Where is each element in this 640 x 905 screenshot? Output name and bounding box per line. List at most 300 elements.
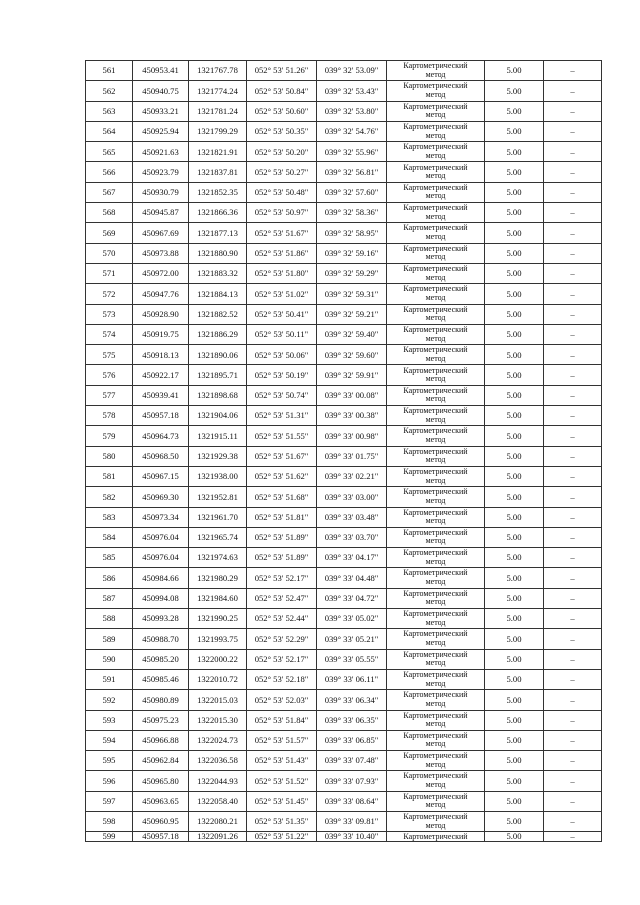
coord-y: 1322024.73 (189, 730, 247, 750)
longitude: 039° 33' 04.48" (317, 568, 387, 588)
table-row (86, 81, 602, 101)
latitude: 052° 53' 50.97" (247, 203, 317, 223)
method-line-1: Картометрический (403, 751, 468, 761)
coord-x: 450994.08 (133, 588, 189, 608)
longitude: 039° 33' 00.38" (317, 406, 387, 426)
accuracy: 5.00 (485, 142, 544, 162)
longitude: 039° 32' 56.81" (317, 162, 387, 182)
coord-x: 450953.41 (133, 61, 189, 81)
accuracy: 5.00 (485, 730, 544, 750)
method-line-2: метод (425, 536, 446, 546)
coord-y: 1321974.63 (189, 548, 247, 568)
method-cell (387, 811, 485, 831)
accuracy: 5.00 (485, 507, 544, 527)
point-number: 570 (86, 243, 133, 263)
table-row (86, 588, 602, 608)
method-line-1: Картометрический (403, 365, 468, 375)
accuracy: 5.00 (485, 832, 544, 842)
method-cell (387, 121, 485, 141)
method-line-2: метод (425, 130, 446, 140)
accuracy: 5.00 (485, 568, 544, 588)
method-line-1: Картометрический (403, 669, 468, 679)
coord-x: 450993.28 (133, 609, 189, 629)
description: – (544, 690, 602, 710)
method-line-2: метод (425, 658, 446, 668)
coord-x: 450922.17 (133, 365, 189, 385)
coord-x: 450960.95 (133, 811, 189, 831)
longitude: 039° 32' 53.43" (317, 81, 387, 101)
method-line-2: метод (425, 110, 446, 120)
longitude: 039° 33' 08.64" (317, 791, 387, 811)
coord-y: 1321929.38 (189, 446, 247, 466)
method-cell (387, 588, 485, 608)
table-row (86, 507, 602, 527)
method-line-2: метод (425, 171, 446, 181)
accuracy: 5.00 (485, 263, 544, 283)
method-line-2: метод (425, 292, 446, 302)
method-cell (387, 568, 485, 588)
description: – (544, 162, 602, 182)
method-line-2: метод (425, 191, 446, 201)
point-number: 581 (86, 466, 133, 486)
coord-y: 1321898.68 (189, 385, 247, 405)
coord-x: 450968.50 (133, 446, 189, 466)
method-line-1: Картометрический (403, 690, 468, 700)
longitude: 039° 33' 06.35" (317, 710, 387, 730)
latitude: 052° 53' 50.19" (247, 365, 317, 385)
accuracy: 5.00 (485, 751, 544, 771)
point-number: 597 (86, 791, 133, 811)
longitude: 039° 32' 53.80" (317, 101, 387, 121)
point-number: 591 (86, 669, 133, 689)
latitude: 052° 53' 52.17" (247, 568, 317, 588)
method-cell (387, 243, 485, 263)
accuracy: 5.00 (485, 791, 544, 811)
method-line-2: метод (425, 495, 446, 505)
accuracy: 5.00 (485, 771, 544, 791)
accuracy: 5.00 (485, 649, 544, 669)
point-number: 566 (86, 162, 133, 182)
longitude: 039° 33' 01.75" (317, 446, 387, 466)
method-line-2: метод (425, 516, 446, 526)
description: – (544, 121, 602, 141)
method-cell (387, 101, 485, 121)
method-line-1: Картометрический (403, 568, 468, 578)
method-line-1: Картометрический (403, 101, 468, 111)
method-cell (387, 548, 485, 568)
point-number: 590 (86, 649, 133, 669)
latitude: 052° 53' 50.48" (247, 182, 317, 202)
longitude: 039° 33' 06.34" (317, 690, 387, 710)
longitude: 039° 32' 58.95" (317, 223, 387, 243)
latitude: 052° 53' 52.44" (247, 609, 317, 629)
method-line-1: Картометрический (403, 649, 468, 659)
table-row (86, 730, 602, 750)
latitude: 052° 53' 51.68" (247, 487, 317, 507)
method-line-2: метод (425, 577, 446, 587)
coord-y: 1321767.78 (189, 61, 247, 81)
latitude: 052° 53' 52.18" (247, 669, 317, 689)
latitude: 052° 53' 50.11" (247, 324, 317, 344)
coord-x: 450923.79 (133, 162, 189, 182)
coord-x: 450988.70 (133, 629, 189, 649)
coord-y: 1321883.32 (189, 263, 247, 283)
longitude: 039° 33' 07.93" (317, 771, 387, 791)
accuracy: 5.00 (485, 527, 544, 547)
coord-y: 1322091.26 (189, 832, 247, 842)
table-row (86, 304, 602, 324)
method-line-1: Картометрический (403, 203, 468, 213)
accuracy: 5.00 (485, 365, 544, 385)
coord-x: 450940.75 (133, 81, 189, 101)
point-number: 574 (86, 324, 133, 344)
description: – (544, 466, 602, 486)
description: – (544, 710, 602, 730)
method-line-2: метод (425, 719, 446, 729)
latitude: 052° 53' 51.31" (247, 406, 317, 426)
method-line-2: метод (425, 678, 446, 688)
description: – (544, 426, 602, 446)
longitude: 039° 33' 02.21" (317, 466, 387, 486)
accuracy: 5.00 (485, 162, 544, 182)
coord-x: 450918.13 (133, 345, 189, 365)
coord-y: 1321938.00 (189, 466, 247, 486)
point-number: 589 (86, 629, 133, 649)
method-cell (387, 365, 485, 385)
latitude: 052° 53' 51.67" (247, 446, 317, 466)
method-cell (387, 81, 485, 101)
latitude: 052° 53' 51.26" (247, 61, 317, 81)
method-line-2: метод (425, 617, 446, 627)
method-line-2: метод (425, 759, 446, 769)
description: – (544, 385, 602, 405)
description: – (544, 203, 602, 223)
description: – (544, 811, 602, 831)
longitude: 039° 32' 53.09" (317, 61, 387, 81)
method-line-1: Картометрический (403, 548, 468, 558)
latitude: 052° 53' 51.62" (247, 466, 317, 486)
table-row (86, 142, 602, 162)
accuracy: 5.00 (485, 223, 544, 243)
description: – (544, 527, 602, 547)
latitude: 052° 53' 51.89" (247, 527, 317, 547)
point-number: 564 (86, 121, 133, 141)
method-line-1: Картометрический (403, 81, 468, 91)
method-line-1: Картометрический (403, 385, 468, 395)
coord-y: 1321886.29 (189, 324, 247, 344)
table-row (86, 629, 602, 649)
point-number: 563 (86, 101, 133, 121)
method-cell (387, 466, 485, 486)
coord-x: 450985.20 (133, 649, 189, 669)
point-number: 583 (86, 507, 133, 527)
latitude: 052° 53' 50.35" (247, 121, 317, 141)
coord-x: 450939.41 (133, 385, 189, 405)
description: – (544, 243, 602, 263)
longitude: 039° 32' 59.31" (317, 284, 387, 304)
coord-y: 1321821.91 (189, 142, 247, 162)
coord-x: 450921.63 (133, 142, 189, 162)
longitude: 039° 32' 55.96" (317, 142, 387, 162)
longitude: 039° 32' 59.40" (317, 324, 387, 344)
method-cell (387, 142, 485, 162)
description: – (544, 548, 602, 568)
coord-x: 450969.30 (133, 487, 189, 507)
accuracy: 5.00 (485, 548, 544, 568)
longitude: 039° 33' 03.70" (317, 527, 387, 547)
table-row (86, 710, 602, 730)
accuracy: 5.00 (485, 121, 544, 141)
point-number: 568 (86, 203, 133, 223)
method-line-1: Картометрический (403, 588, 468, 598)
method-cell (387, 61, 485, 81)
accuracy: 5.00 (485, 203, 544, 223)
coord-x: 450975.23 (133, 710, 189, 730)
table-row (86, 203, 602, 223)
latitude: 052° 53' 52.29" (247, 629, 317, 649)
point-number: 596 (86, 771, 133, 791)
longitude: 039° 33' 03.48" (317, 507, 387, 527)
description: – (544, 588, 602, 608)
coord-x: 450972.00 (133, 263, 189, 283)
coord-x: 450966.88 (133, 730, 189, 750)
method-cell (387, 649, 485, 669)
table-row (86, 345, 602, 365)
method-cell (387, 791, 485, 811)
coord-x: 450928.90 (133, 304, 189, 324)
method-cell (387, 751, 485, 771)
method-line-2: метод (425, 374, 446, 384)
accuracy: 5.00 (485, 446, 544, 466)
coord-x: 450963.65 (133, 791, 189, 811)
method-line-2: метод (425, 272, 446, 282)
method-line-2: метод (425, 780, 446, 790)
description: – (544, 263, 602, 283)
table-row (86, 406, 602, 426)
coord-y: 1322080.21 (189, 811, 247, 831)
method-line-1: Картометрический (403, 304, 468, 314)
point-number: 575 (86, 345, 133, 365)
coord-x: 450925.94 (133, 121, 189, 141)
table-row (86, 263, 602, 283)
coord-y: 1321984.60 (189, 588, 247, 608)
method-cell (387, 690, 485, 710)
table-row (86, 284, 602, 304)
point-number: 595 (86, 751, 133, 771)
method-line-1: Картометрический (403, 324, 468, 334)
method-cell (387, 223, 485, 243)
latitude: 052° 53' 51.86" (247, 243, 317, 263)
method-line-1: Картометрический (403, 426, 468, 436)
table-row (86, 669, 602, 689)
table-row (86, 811, 602, 831)
coord-y: 1321877.13 (189, 223, 247, 243)
method-cell (387, 263, 485, 283)
coord-y: 1321965.74 (189, 527, 247, 547)
method-line-1: Картометрический (403, 487, 468, 497)
coord-x: 450967.15 (133, 466, 189, 486)
coord-y: 1321895.71 (189, 365, 247, 385)
accuracy: 5.00 (485, 243, 544, 263)
method-cell (387, 345, 485, 365)
latitude: 052° 53' 52.03" (247, 690, 317, 710)
method-cell (387, 710, 485, 730)
method-cell (387, 406, 485, 426)
method-line-1: Картометрический (403, 730, 468, 740)
longitude: 039° 32' 59.91" (317, 365, 387, 385)
coord-x: 450964.73 (133, 426, 189, 446)
latitude: 052° 53' 51.67" (247, 223, 317, 243)
table-row (86, 649, 602, 669)
coord-y: 1322000.22 (189, 649, 247, 669)
description: – (544, 406, 602, 426)
latitude: 052° 53' 50.60" (247, 101, 317, 121)
longitude: 039° 32' 54.76" (317, 121, 387, 141)
coord-y: 1321866.36 (189, 203, 247, 223)
longitude: 039° 33' 04.17" (317, 548, 387, 568)
method-cell (387, 487, 485, 507)
coord-y: 1322015.30 (189, 710, 247, 730)
method-line-2: метод (425, 637, 446, 647)
point-number: 572 (86, 284, 133, 304)
table-row (86, 832, 602, 842)
coord-y: 1321837.81 (189, 162, 247, 182)
longitude: 039° 32' 57.60" (317, 182, 387, 202)
longitude: 039° 32' 59.21" (317, 304, 387, 324)
point-number: 598 (86, 811, 133, 831)
method-line-1: Картометрический (403, 406, 468, 416)
table-row (86, 568, 602, 588)
method-line-1: Картометрический (403, 345, 468, 355)
latitude: 052° 53' 51.45" (247, 791, 317, 811)
description: – (544, 345, 602, 365)
method-cell (387, 507, 485, 527)
method-cell (387, 304, 485, 324)
latitude: 052° 53' 51.55" (247, 426, 317, 446)
accuracy: 5.00 (485, 487, 544, 507)
method-line-1: Картометрический (403, 710, 468, 720)
coord-x: 450973.88 (133, 243, 189, 263)
coord-x: 450957.18 (133, 406, 189, 426)
accuracy: 5.00 (485, 304, 544, 324)
table-row (86, 101, 602, 121)
table-row (86, 690, 602, 710)
method-line-1: Картометрический (403, 162, 468, 172)
coord-x: 450945.87 (133, 203, 189, 223)
point-number: 569 (86, 223, 133, 243)
point-number: 565 (86, 142, 133, 162)
method-line-1: Картометрический (403, 527, 468, 537)
description: – (544, 568, 602, 588)
point-number: 587 (86, 588, 133, 608)
table-row (86, 243, 602, 263)
accuracy: 5.00 (485, 182, 544, 202)
point-number: 593 (86, 710, 133, 730)
method-line-2: метод (425, 475, 446, 485)
coord-x: 450957.18 (133, 832, 189, 842)
method-line-1: Картометрический (403, 223, 468, 233)
longitude: 039° 33' 05.02" (317, 609, 387, 629)
accuracy: 5.00 (485, 406, 544, 426)
accuracy: 5.00 (485, 466, 544, 486)
description: – (544, 629, 602, 649)
accuracy: 5.00 (485, 284, 544, 304)
method-line-2: метод (425, 211, 446, 221)
table-row (86, 162, 602, 182)
description: – (544, 751, 602, 771)
accuracy: 5.00 (485, 811, 544, 831)
latitude: 052° 53' 51.89" (247, 548, 317, 568)
point-number: 578 (86, 406, 133, 426)
point-number: 599 (86, 832, 133, 842)
table-row (86, 751, 602, 771)
coord-y: 1321799.29 (189, 121, 247, 141)
latitude: 052° 53' 51.80" (247, 263, 317, 283)
coord-x: 450976.04 (133, 548, 189, 568)
coord-x: 450919.75 (133, 324, 189, 344)
description: – (544, 223, 602, 243)
coord-x: 450973.34 (133, 507, 189, 527)
accuracy: 5.00 (485, 345, 544, 365)
point-number: 576 (86, 365, 133, 385)
method-cell (387, 527, 485, 547)
coord-y: 1321882.52 (189, 304, 247, 324)
latitude: 052° 53' 52.17" (247, 649, 317, 669)
method-line-2: метод (425, 597, 446, 607)
table-row (86, 771, 602, 791)
longitude: 039° 33' 06.11" (317, 669, 387, 689)
method-line-1: Картометрический (403, 121, 468, 131)
latitude: 052° 53' 51.81" (247, 507, 317, 527)
latitude: 052° 53' 50.27" (247, 162, 317, 182)
description: – (544, 730, 602, 750)
accuracy: 5.00 (485, 690, 544, 710)
coord-y: 1321774.24 (189, 81, 247, 101)
method-line-2: метод (425, 698, 446, 708)
latitude: 052° 53' 50.74" (247, 385, 317, 405)
coord-y: 1322010.72 (189, 669, 247, 689)
method-line-1: Картометрический (403, 507, 468, 517)
table-body (86, 61, 602, 842)
description: – (544, 365, 602, 385)
coord-x: 450967.69 (133, 223, 189, 243)
method-line-1: Картометрический (403, 284, 468, 294)
method-cell (387, 609, 485, 629)
method-line-2: метод (425, 353, 446, 363)
method-line-2: метод (425, 252, 446, 262)
description: – (544, 771, 602, 791)
table-row (86, 446, 602, 466)
accuracy: 5.00 (485, 426, 544, 446)
point-number: 571 (86, 263, 133, 283)
method-line-2: метод (425, 820, 446, 830)
coord-x: 450965.80 (133, 771, 189, 791)
longitude: 039° 32' 58.36" (317, 203, 387, 223)
method-line-1: Картометрический (403, 771, 468, 781)
coord-x: 450976.04 (133, 527, 189, 547)
latitude: 052° 53' 50.20" (247, 142, 317, 162)
table-row (86, 426, 602, 446)
table-row (86, 466, 602, 486)
table-row (86, 324, 602, 344)
description: – (544, 101, 602, 121)
latitude: 052° 53' 50.41" (247, 304, 317, 324)
point-number: 580 (86, 446, 133, 466)
accuracy: 5.00 (485, 324, 544, 344)
point-number: 561 (86, 61, 133, 81)
method-line-2: метод (425, 800, 446, 810)
accuracy: 5.00 (485, 588, 544, 608)
